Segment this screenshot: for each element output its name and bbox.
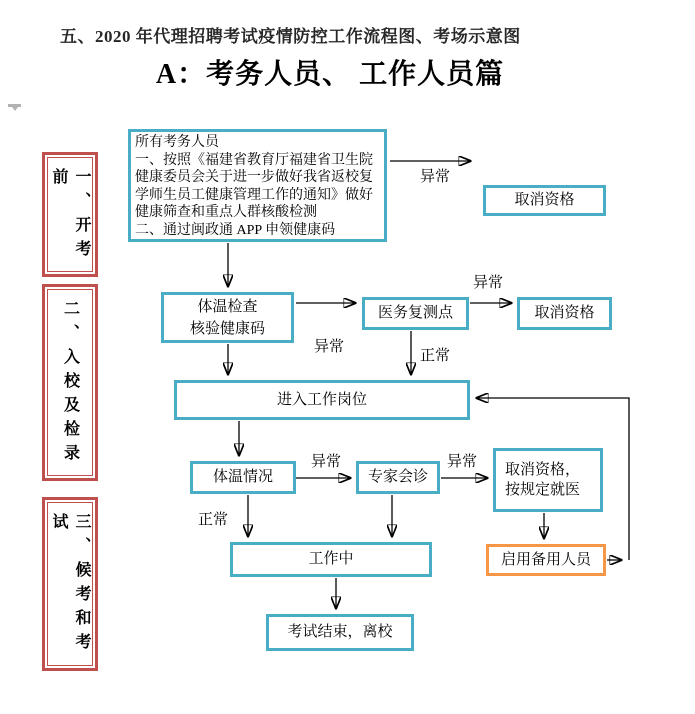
node-enter-work-post: 进入工作岗位 [174, 380, 470, 420]
node-exam-end-leave: 考试结束，离校 [266, 614, 414, 651]
ruler-marker-icon [8, 104, 21, 107]
stage-box-before-exam [42, 152, 98, 277]
node-cancel-qualification-2: 取消资格 [517, 297, 612, 330]
node-temperature-healthcode-check [161, 292, 294, 343]
stage-label: 二、入校及检录 [61, 300, 79, 468]
info-line: 所有考务人员 [135, 135, 219, 150]
node-medical-recheck-point: 医务复测点 [362, 297, 469, 330]
edge-label-abnormal: 异常 [447, 454, 478, 470]
node-working: 工作中 [230, 542, 432, 577]
info-line: 二、通过闽政通 APP 申领健康码 [135, 222, 336, 238]
node-activate-backup-staff: 启用备用人员 [486, 544, 606, 576]
stage-box-inner-border [47, 502, 93, 666]
edge-label-normal: 正常 [198, 512, 229, 528]
info-line: 健康筛查和重点人群核酸检测 [135, 205, 317, 221]
node-line: 核验健康码 [189, 320, 265, 337]
stage-box-waiting-exam [42, 497, 98, 671]
stage-box-inner-border [47, 289, 93, 476]
stage-label: 三、候考和考试 [50, 513, 90, 657]
info-line: 学师生员工健康管理工作的通知》做好 [135, 187, 373, 203]
page-title: 五、2020 年代理招聘考试疫情防控工作流程图、考场示意图 [60, 27, 521, 46]
stage-box-inner-border [47, 157, 93, 272]
stage-label: 一、开考前 [50, 168, 90, 264]
node-cancel-and-seek-medical [493, 448, 603, 512]
node-cancel-qualification-1: 取消资格 [483, 185, 606, 216]
edge-label-abnormal: 异常 [473, 275, 504, 291]
node-line: 体温检查 [197, 298, 258, 315]
page-subtitle: A：考务人员、 工作人员篇 [155, 59, 505, 90]
edge-label-normal: 正常 [420, 348, 451, 364]
info-line: 健康委员会关于进一步做好我省返校复 [135, 170, 373, 186]
edge-label-abnormal: 异常 [314, 339, 345, 355]
info-line: 一、按照《福建省教育厅福建省卫生院 [135, 152, 373, 168]
stage-box-entry-check [42, 284, 98, 481]
node-expert-consultation: 专家会诊 [356, 461, 440, 494]
edge-label-abnormal: 异常 [420, 169, 451, 185]
edge-label-abnormal: 异常 [311, 454, 342, 470]
node-temperature-status: 体温情况 [190, 461, 296, 494]
node-line: 取消资格， [505, 462, 581, 478]
node-line: 按规定就医 [505, 482, 581, 498]
node-all-staff-requirements [128, 129, 387, 242]
